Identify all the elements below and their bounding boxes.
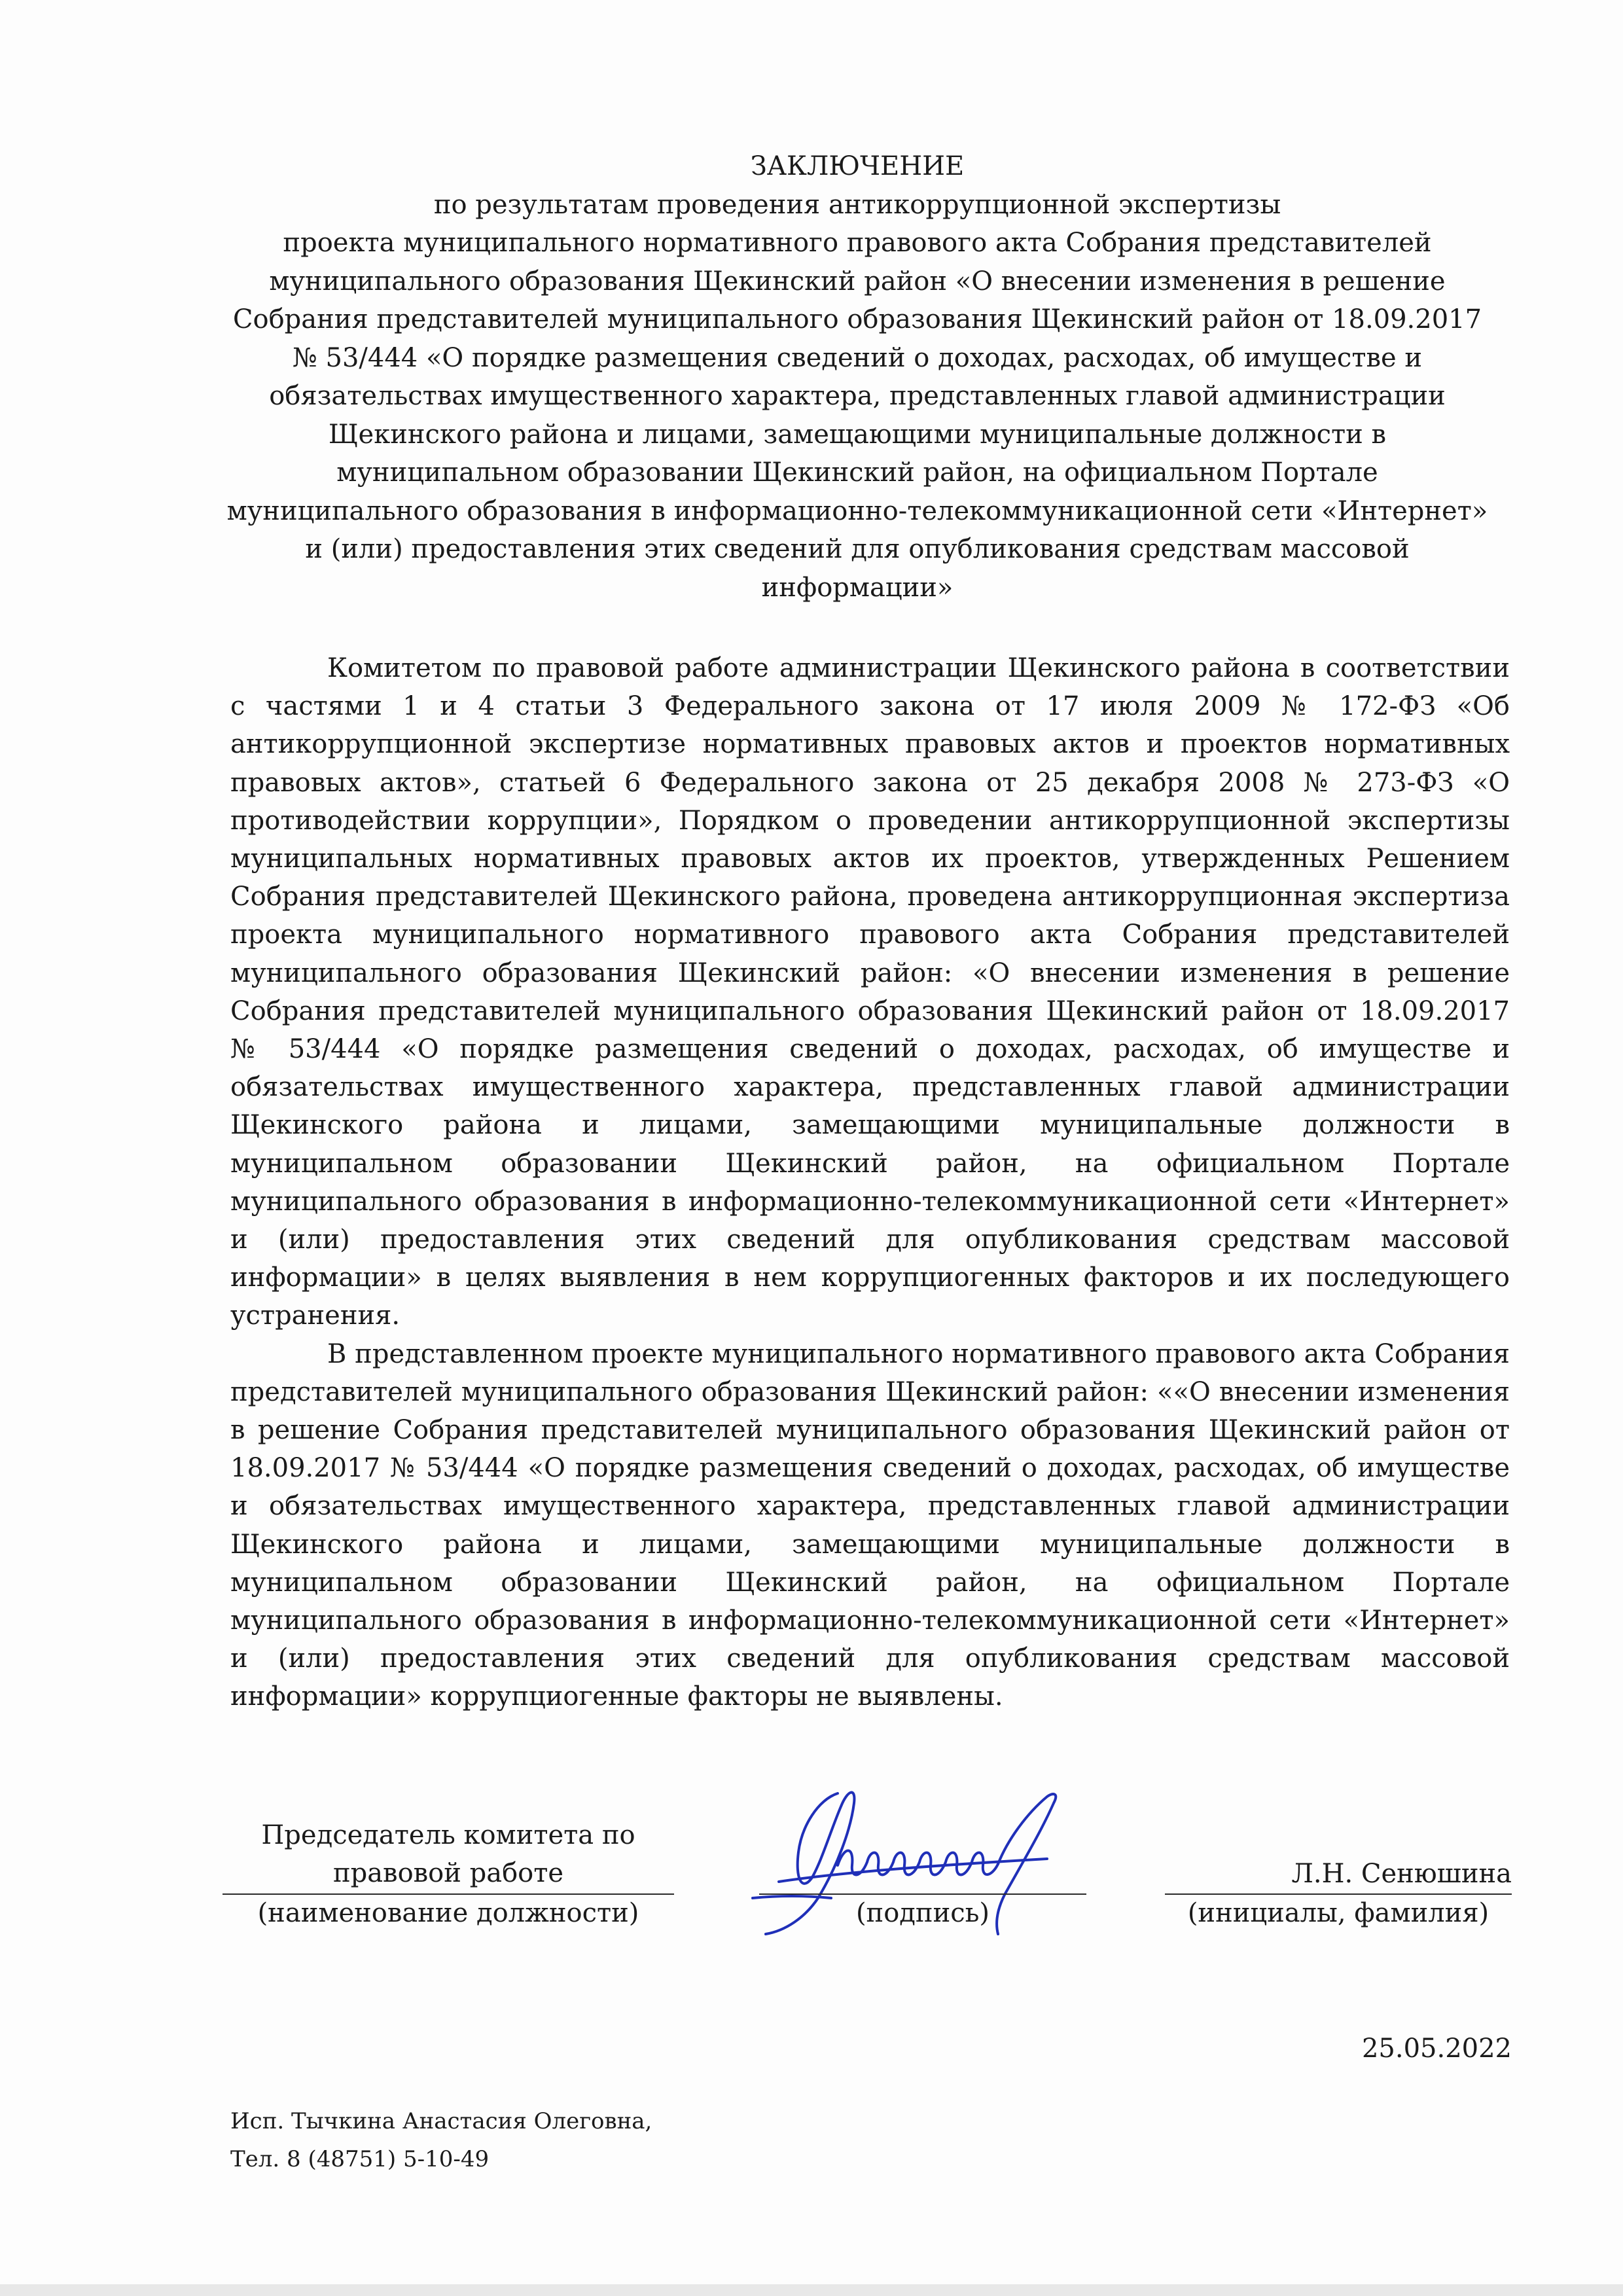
signature-rule — [759, 1893, 1086, 1895]
name-caption: (инициалы, фамилия) — [1187, 1898, 1489, 1928]
executor-info — [230, 2102, 819, 2178]
header-line: по результатам проведения антикоррупционной экспертизы — [433, 189, 1281, 220]
header-line: муниципального образования в информационно-телекоммуникационной сети «Интернет» — [226, 495, 1488, 526]
scan-edge — [0, 2284, 1623, 2296]
header-line: муниципального образования Щекинский район «О внесении изменения в решение — [269, 266, 1446, 296]
document-body — [230, 649, 1510, 1716]
document-title: ЗАКЛЮЧЕНИЕ — [750, 151, 965, 181]
document-date: 25.05.2022 — [1361, 2034, 1512, 2064]
header-line: проекта муниципального нормативного правового акта Собрания представителей — [283, 228, 1432, 258]
position-rule — [223, 1893, 674, 1895]
header-line: Щекинского района и лицами, замещающими муниципальные должности в — [328, 419, 1387, 450]
header-line: информации» — [761, 572, 954, 603]
header-line: № 53/444 «О порядке размещения сведений о доходах, расходах, об имуществе и — [292, 342, 1423, 373]
executor-phone: Тел. 8 (48751) 5-10-49 — [230, 2146, 490, 2172]
signatory-name: Л.Н. Сенюшина — [1291, 1859, 1512, 1889]
body-paragraph-2: В представленном проекте муниципального нормативного правового акта Собрания представителей муниципального образования Щекинский район: ««О внесении изменения в решение Собрания представителей муниципального образования Щекинский район от 18.09.2017 № 53/444 «О порядке размещения сведений о доходах, расходах, об имуществе и обязательствах имущественного характера, представленных главой администрации Щекинского района и лицами, замещающими муниципальные должности в муниципальном образовании Щекинский район, на официальном Портале муниципального образования в информационно-телекоммуникационной сети «Интернет» и (или) предоставления этих сведений для опубликования средствам массовой информации» коррупциогенные факторы не выявлены. — [230, 1338, 1510, 1712]
header-line: муниципальном образовании Щекинский район, на официальном Портале — [336, 457, 1378, 488]
position-line-1: Председатель комитета по — [261, 1820, 635, 1850]
document-header — [223, 147, 1492, 607]
executor-name: Исп. Тычкина Анастасия Олеговна, — [230, 2108, 652, 2134]
signature-caption: (подпись) — [855, 1898, 990, 1928]
header-line: и (или) предоставления этих сведений для опубликования средствам массовой — [305, 534, 1410, 564]
body-paragraph-1: Комитетом по правовой работе администрации Щекинского района в соответствии с частями 1 и 4 статьи 3 Федерального закона от 17 июля 2009 № 172-ФЗ «Об антикоррупционной экспертизе нормативных правовых актов и проектов нормативных правовых актов», статьей 6 Федерального закона от 25 декабря 2008 № 273-ФЗ «О противодействии коррупции», Порядком о проведении антикоррупционной экспертизы муниципальных нормативных правовых актов их проектов, утвержденных Решением Собрания представителей Щекинского района, проведена антикоррупционная экспертиза проекта муниципального нормативного правового акта Собрания представителей муниципального образования Щекинский район: «О внесении изменения в решение Собрания представителей муниципального образования Щекинский район от 18.09.2017 № 53/444 «О порядке размещения сведений о доходах, расходах, об имуществе и обязательствах имущественного характера, представленных главой администрации Щекинского района и лицами, замещающими муниципальные должности в муниципальном образовании Щекинский район, на официальном Портале муниципального образования в информационно-телекоммуникационной сети «Интернет» и (или) предоставления этих сведений для опубликования средствам массовой информации» в целях выявления в нем коррупциогенных факторов и их последующего устранения. — [230, 653, 1510, 1331]
header-line: обязательствах имущественного характера, представленных главой администрации — [269, 381, 1446, 411]
position-title — [223, 1816, 674, 1892]
name-rule — [1165, 1893, 1512, 1895]
position-line-2: правовой работе — [332, 1858, 564, 1888]
position-caption: (наименование должности) — [257, 1898, 639, 1928]
header-line: Собрания представителей муниципального образования Щекинский район от 18.09.2017 — [232, 304, 1482, 334]
